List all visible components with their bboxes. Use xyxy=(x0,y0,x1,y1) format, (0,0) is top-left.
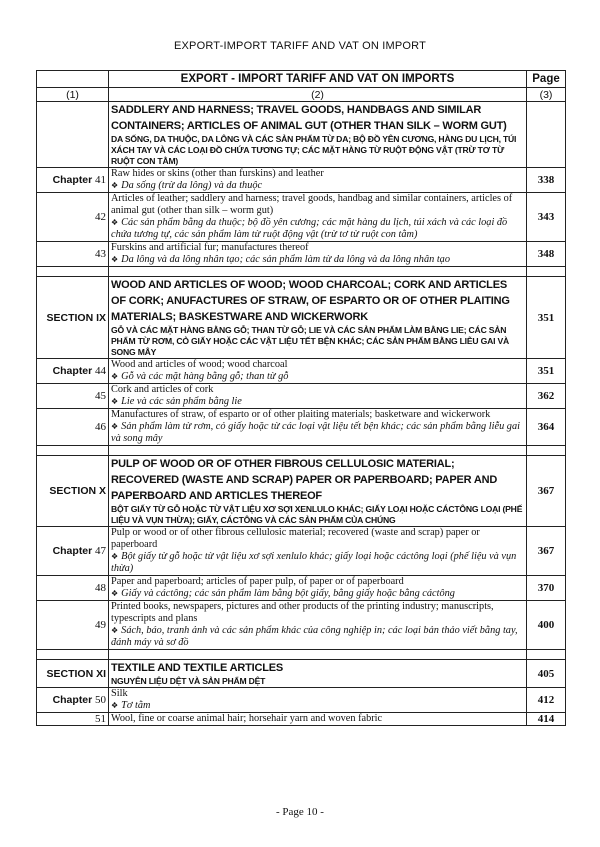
chapter-title: Raw hides or skins (other than furskins) and leather xyxy=(111,168,324,179)
diamond-bullet-icon: ❖ xyxy=(111,626,119,635)
chapter-row xyxy=(37,242,566,267)
chapter-row xyxy=(37,688,566,713)
section-label: SECTION X xyxy=(37,456,109,527)
chapter-title: Printed books, newspapers, pictures and other products of the printing industry; manuscripts, typescripts and plans xyxy=(111,601,494,624)
page-number: 414 xyxy=(527,713,566,726)
table-title: EXPORT - IMPORT TARIFF AND VAT ON IMPORTS xyxy=(109,71,527,88)
spacer-row xyxy=(37,650,566,660)
page-number: 351 xyxy=(527,277,566,359)
chapter-title-vn: Da lông và da lông nhân tạo; các sản phẩm làm từ da lông và da lông nhân tạo xyxy=(121,254,450,265)
page-number: 338 xyxy=(527,168,566,193)
chapter-title-vn: Lie và các sản phẩm bằng lie xyxy=(121,396,242,407)
page-column-header: Page xyxy=(527,71,566,88)
diamond-bullet-icon: ❖ xyxy=(111,218,119,227)
chapter-row xyxy=(37,576,566,601)
section-title: TEXTILE AND TEXTILE ARTICLES xyxy=(111,662,284,674)
section-row xyxy=(37,456,566,527)
chapter-word: Chapter xyxy=(52,365,93,377)
chapter-title: Wood and articles of wood; wood charcoal xyxy=(111,359,288,370)
section-title-vn: GỖ VÀ CÁC MẶT HÀNG BẰNG GỖ; THAN TỪ GỖ; LIE VÀ CÁC SẢN PHẨM LÀM BẰNG LIE; CÁC SẢN PHẨM TỪ RƠM, CỎ GIẤY HOẶC CÁC VẬT LIỆU TẾT BỆN KHÁC; CÁC SẢN PHẨM BẰNG LIỄU GAI VÀ SONG MÂY xyxy=(111,325,509,357)
page-number: 364 xyxy=(527,409,566,446)
chapter-title-vn: Sách, báo, tranh ảnh và các sản phẩm khác của công nghiệp in; các loại bản thảo viết bằng tay, đánh máy và sơ đồ xyxy=(111,625,518,648)
chapter-title-vn: Da sống (trừ da lông) và da thuộc xyxy=(121,180,263,191)
chapter-number: 45 xyxy=(95,390,106,402)
col-num-1: (1) xyxy=(37,88,109,102)
section-label: SECTION IX xyxy=(37,277,109,359)
chapter-row xyxy=(37,527,566,576)
chapter-title-vn: Sản phẩm làm từ rơm, cỏ giấy hoặc từ các loại vật liệu tết bện khác; các sản phẩm bằng liễu gai và song mây xyxy=(111,421,520,444)
chapter-word: Chapter xyxy=(52,545,93,557)
chapter-number: 46 xyxy=(95,421,106,433)
chapter-title-vn: Gỗ và các mặt hàng bằng gỗ; than từ gỗ xyxy=(121,371,289,382)
diamond-bullet-icon: ❖ xyxy=(111,397,119,406)
chapter-number: 43 xyxy=(95,248,106,260)
section-title: PULP OF WOOD OR OF OTHER FIBROUS CELLULOSIC MATERIAL; RECOVERED (WASTE AND SCRAP) PAPER OR PAPERBOARD; PAPER AND PAPERBOARD AND ARTICLES THEREOF xyxy=(111,458,498,502)
chapter-title-vn: Bột giấy từ gỗ hoặc từ vật liệu xơ sợi xenlulo khác; giấy loại hoặc cáctông loại (phế liệu và vụn thừa) xyxy=(111,551,517,574)
chapter-number: 51 xyxy=(95,713,106,725)
diamond-bullet-icon: ❖ xyxy=(111,372,119,381)
chapter-title-vn: Giấy và cáctông; các sản phẩm làm bằng bột giấy, bằng giấy hoặc bằng cáctông xyxy=(121,588,455,599)
chapter-title: Manufactures of straw, of esparto or of other plaiting materials; basketware and wickerwork xyxy=(111,409,491,420)
page-number: 348 xyxy=(527,242,566,267)
diamond-bullet-icon: ❖ xyxy=(111,552,119,561)
section-title-vn: DA SỐNG, DA THUỘC, DA LÔNG VÀ CÁC SẢN PHẨM TỪ DA; BỘ ĐỒ YÊN CƯƠNG, HÀNG DU LỊCH, TÚI XÁCH TAY VÀ CÁC LOẠI ĐỒ CHỨA TƯƠNG TỰ; CÁC MẶT HÀNG TỪ RUỘT ĐỘNG VẬT (TRỪ TƠ TỪ RUỘT CON TẰM) xyxy=(111,134,517,166)
chapter-title: Silk xyxy=(111,688,128,699)
chapter-number: 44 xyxy=(95,365,106,377)
column-number-row xyxy=(37,88,566,102)
chapter-number: 50 xyxy=(95,694,106,706)
section-title-vn: BỘT GIẤY TỪ GỖ HOẶC TỪ VẬT LIỆU XƠ SỢI XENLULO KHÁC; GIẤY LOẠI HOẶC CÁCTÔNG LOẠI (PHẾ LIỆU VÀ VỤN THỪA); GIẤY, CÁCTÔNG VÀ CÁC SẢN PHẨM CỦA CHÚNG xyxy=(111,504,523,525)
spacer-row xyxy=(37,446,566,456)
running-head: EXPORT-IMPORT TARIFF AND VAT ON IMPORT xyxy=(173,40,427,52)
page-number: 412 xyxy=(527,688,566,713)
section-row xyxy=(37,277,566,359)
tariff-table xyxy=(36,70,566,726)
chapter-row xyxy=(37,359,566,384)
header-blank xyxy=(37,71,109,88)
page-number: 343 xyxy=(527,193,566,242)
chapter-title: Paper and paperboard; articles of paper pulp, of paper or of paperboard xyxy=(111,576,404,587)
diamond-bullet-icon: ❖ xyxy=(111,255,119,264)
page-number: 362 xyxy=(527,384,566,409)
page-number: 351 xyxy=(527,359,566,384)
chapter-word: Chapter xyxy=(52,174,93,186)
section-title: SADDLERY AND HARNESS; TRAVEL GOODS, HANDBAGS AND SIMILAR CONTAINERS; ARTICLES OF ANIMAL GUT (OTHER THAN SILK – WORM GUT) xyxy=(111,104,507,132)
page-number: 367 xyxy=(527,456,566,527)
chapter-title: Pulp or wood or of other fibrous cellulosic material; recovered (waste and scrap) paper or paperboard xyxy=(111,527,480,550)
diamond-bullet-icon: ❖ xyxy=(111,181,119,190)
section-label: SECTION XI xyxy=(37,660,109,688)
col-num-3: (3) xyxy=(527,88,566,102)
spacer-row xyxy=(37,267,566,277)
section-title: WOOD AND ARTICLES OF WOOD; WOOD CHARCOAL; CORK AND ARTICLES OF CORK; ANUFACTURES OF STRAW, OF ESPARTO OR OF OTHER PLAITING MATERIALS; BASKESTWARE AND WICKERWORK xyxy=(111,279,510,323)
col-num-2: (2) xyxy=(109,88,527,102)
chapter-title-vn: Các sản phẩm bằng da thuộc; bộ đồ yên cương; các mặt hàng du lịch, túi xách và các loại đồ chứa tương tự, các sản phẩm làm từ ruột động vật (trừ tơ từ ruột con tằm) xyxy=(111,217,508,240)
chapter-number: 47 xyxy=(95,545,106,557)
page-number: 367 xyxy=(527,527,566,576)
chapter-number: 41 xyxy=(95,174,106,186)
page-number: 370 xyxy=(527,576,566,601)
table-header-row xyxy=(37,71,566,88)
diamond-bullet-icon: ❖ xyxy=(111,422,119,431)
section-title-vn: NGUYÊN LIỆU DỆT VÀ SẢN PHẨM DỆT xyxy=(111,676,266,686)
chapter-title: Wool, fine or coarse animal hair; horsehair yarn and woven fabric xyxy=(111,713,383,724)
chapter-title-vn: Tơ tằm xyxy=(121,700,151,711)
chapter-row xyxy=(37,601,566,650)
chapter-number: 42 xyxy=(95,211,106,223)
diamond-bullet-icon: ❖ xyxy=(111,589,119,598)
chapter-title: Furskins and artificial fur; manufactures thereof xyxy=(111,242,309,253)
chapter-number: 49 xyxy=(95,619,106,631)
chapter-number: 48 xyxy=(95,582,106,594)
chapter-title: Cork and articles of cork xyxy=(111,384,214,395)
chapter-row xyxy=(37,409,566,446)
chapter-row xyxy=(37,193,566,242)
page-footer: - Page 10 - xyxy=(276,806,324,818)
chapter-title: Articles of leather; saddlery and harness; travel goods, handbag and similar containers, articles of animal gut (other than silk – worm gut) xyxy=(111,193,513,216)
chapter-row xyxy=(37,168,566,193)
chapter-row xyxy=(37,384,566,409)
diamond-bullet-icon: ❖ xyxy=(111,701,119,710)
chapter-word: Chapter xyxy=(52,694,93,706)
section-row xyxy=(37,660,566,688)
page-number: 400 xyxy=(527,601,566,650)
section-row xyxy=(37,102,566,168)
page-number: 405 xyxy=(527,660,566,688)
chapter-row xyxy=(37,713,566,726)
